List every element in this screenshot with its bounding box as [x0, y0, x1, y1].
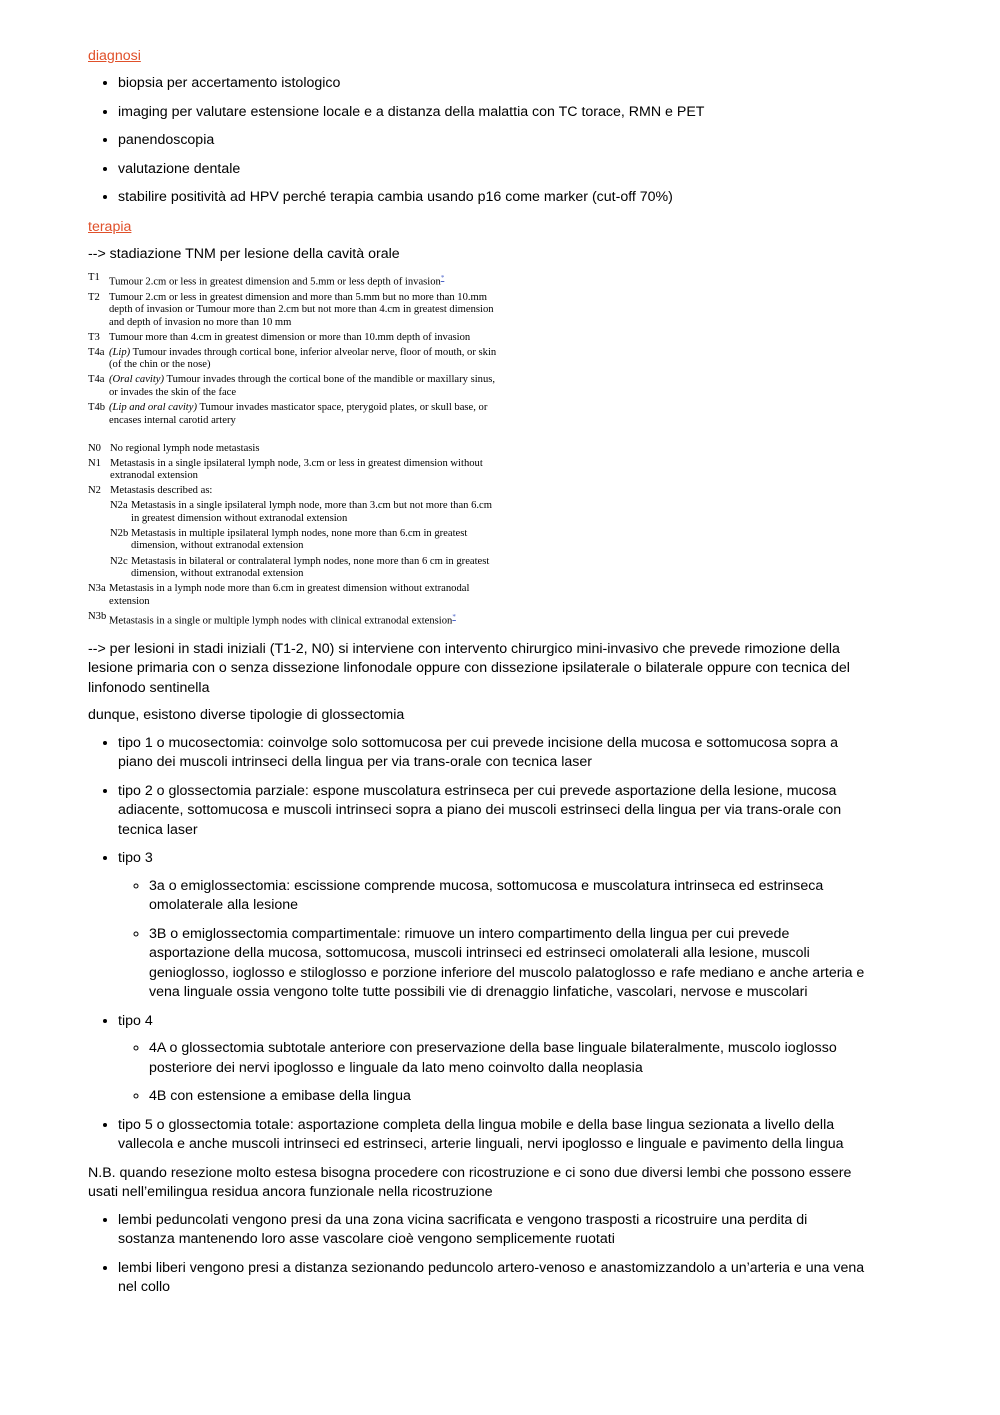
- tnm-code: N3b: [88, 610, 107, 622]
- tnm-code: N2c: [110, 555, 128, 567]
- tnm-text: (Oral cavity) Tumour invades through the cortical bone of the mandible or maxillary sinus, or invades the skin of the face: [109, 374, 496, 398]
- list-item: • stabilire positività ad HPV perché terapia cambia usando p16 come marker (cut-off 70%): [118, 188, 868, 208]
- list-item: • panendoscopia: [118, 131, 868, 151]
- tnm-code: T4a: [88, 346, 105, 358]
- list-item-type5: • tipo 5 o glossectomia totale: asportazione completa della lingua mobile e della base lingua sezionata a livello della vallecola e anche muscoli intrinseci ed estrinseci, arterie linguali, nervi ipoglosso e linguale e pavimento della lingua: [118, 1116, 868, 1155]
- footnote-link[interactable]: *: [452, 612, 456, 621]
- tnm-row-n2: [88, 485, 498, 498]
- paragraph-early-stage: --> per lesioni in stadi iniziali (T1-2, N0) si interviene con intervento chirurgico mini-invasivo che prevede rimozione della lesione primaria con o senza dissezione linfonodale oppure con dissezione ipsilaterale o bilaterale oppure con tecnica del linfonodo sentinella: [88, 640, 850, 696]
- tnm-row-t3: [88, 332, 498, 345]
- tnm-row-n2a: [88, 500, 498, 525]
- tnm-code: N2: [88, 485, 101, 497]
- paragraph-glossectomy-types: dunque, esistono diverse tipologie di glossectomia: [88, 707, 405, 724]
- tnm-text: Metastasis in multiple ipsilateral lymph nodes, none more than 6.cm in greatest dimension, without extranodal extension: [131, 527, 468, 552]
- list-item: • biopsia per accertamento istologico: [118, 74, 868, 94]
- tnm-code: T4a: [88, 374, 105, 386]
- tnm-text: Tumour 2.cm or less in greatest dimension and more than 5.mm but no more than 10.mm depth of invasion or Tumour more than 2.cm but not more than 4.cm in greatest dimension and depth of invasion no more than 10 mm: [109, 291, 494, 328]
- tnm-code: N2b: [110, 527, 129, 539]
- tnm-text: Tumour more than 4.cm in greatest dimension or more than 10.mm depth of invasion: [109, 331, 471, 343]
- footnote-link[interactable]: *: [440, 274, 445, 282]
- tnm-code: N2a: [110, 500, 128, 512]
- tnm-row-n2b: [88, 528, 498, 553]
- list-item-type3b: ◦ 3B o emiglossectomia compartimentale: rimuove un intero compartimento della lingua per cui prevede asportazione della mucosa, sottomucosa, muscoli intrinseci ed estrinseci omolaterali alla lesione, muscoli genioglosso, ioglosso e stiloglosso e porzione inferiore del muscolo palatoglosso e rafe mediano e anche arteria e vena linguale ossia vengono tolte tutte possibili vie di drenaggio linfatiche, vascolari, nervose e muscolari: [149, 925, 868, 1003]
- tnm-text: Tumour 2.cm or less in greatest dimension and 5.mm or less depth of invasion*: [109, 274, 445, 288]
- tnm-code: T4b: [88, 402, 106, 413]
- tnm-text: Metastasis in bilateral or contralateral lymph nodes, none more than 6 cm in greatest dimension, without extranodal extension: [131, 555, 490, 580]
- list-item-type4: [118, 1012, 868, 1107]
- tnm-text: Metastasis in a lymph node more than 6.cm in greatest dimension without extranodal extension: [109, 583, 470, 607]
- tnm-code: T3: [88, 331, 100, 343]
- list-item: • imaging per valutare estensione locale e a distanza della malattia con TC torace, RMN e PET: [118, 103, 868, 123]
- tnm-row-t1: [88, 272, 498, 289]
- list-item: • lembi liberi vengono presi a distanza sezionando peduncolo artero-venoso e anastomizzandolo a un’arteria e una vena nel collo: [118, 1259, 868, 1298]
- list-item: • lembi peduncolati vengono presi da una zona vicina sacrificata e vengono trasposti a ricostruire una perdita di sostanza mantenendo loro asse vascolare cioè vengono semplicemente ruotati: [118, 1211, 868, 1250]
- list-item-type3a: ◦ 3a o emiglossectomia: escissione comprende mucosa, sottomucosa e muscolatura intrinseca ed estrinseca omolaterale alla lesione: [149, 877, 868, 916]
- diagnosi-list: [88, 74, 868, 208]
- heading-diagnosi[interactable]: diagnosi: [88, 48, 141, 64]
- tnm-text: (Lip) Tumour invades through cortical bone, inferior alveolar nerve, floor of mouth, or skin (of the chin or the nose): [109, 346, 497, 371]
- list-item-label: tipo 4: [118, 1012, 153, 1029]
- tnm-row-t4b: [88, 402, 498, 427]
- tnm-text: (Lip and oral cavity) Tumour invades masticator space, pterygoid plates, or skull base, or encases internal carotid artery: [109, 402, 488, 426]
- tnm-text: Metastasis described as:: [110, 485, 213, 497]
- list-item-type4a: ◦ 4A o glossectomia subtotale anteriore con preservazione della base linguale bilateralmente, muscolo ioglosso posteriore dei nervi ipoglosso e linguale da lato meno coinvolto dalla neoplasia: [149, 1039, 868, 1078]
- tnm-row-n1: [88, 458, 498, 483]
- glossectomy-list: [88, 734, 868, 1155]
- type3-sublist: [118, 877, 868, 1003]
- tnm-code: N3a: [88, 583, 106, 595]
- tnm-row-n0: [88, 443, 498, 456]
- heading-terapia[interactable]: terapia: [88, 218, 132, 235]
- tnm-row-t4a-lip: [88, 347, 498, 372]
- tnm-text: Metastasis in a single or multiple lymph nodes with clinical extranodal extension*: [109, 612, 456, 627]
- tnm-code: N0: [88, 442, 101, 454]
- tnm-table: [88, 272, 498, 628]
- tnm-row-n2c: [88, 556, 498, 581]
- list-item-label: tipo 3: [118, 850, 153, 867]
- document-content: [88, 46, 868, 1307]
- tnm-row-t2: [88, 292, 498, 330]
- paragraph-nb: N.B. quando resezione molto estesa bisogna procedere con ricostruzione e ci sono due diversi lembi che possono essere usati nell’emilingua residua ancora funzionale nella ricostruzione: [88, 1164, 852, 1201]
- flaps-list: [88, 1211, 868, 1298]
- list-item: • valutazione dentale: [118, 160, 868, 180]
- list-item-type2: • tipo 2 o glossectomia parziale: espone muscolatura estrinseca per cui prevede asportazione della lesione, mucosa adiacente, sottomucosa e muscoli intrinseci sopra a piano dei muscoli estrinseci della lingua per via trans-orale con tecnica laser: [118, 782, 868, 841]
- tnm-code: N1: [88, 457, 101, 469]
- tnm-text: No regional lymph node metastasis: [110, 442, 260, 454]
- tnm-row-n3a: [88, 583, 498, 608]
- tnm-row-n3b: [88, 611, 498, 628]
- tnm-row-t4a-oral: [88, 374, 498, 399]
- terapia-intro: --> stadiazione TNM per lesione della cavità orale: [88, 245, 400, 262]
- list-item-type4b: ◦ 4B con estensione a emibase della lingua: [149, 1087, 868, 1107]
- type4-sublist: [118, 1039, 868, 1107]
- tnm-code: T2: [88, 291, 100, 303]
- tnm-text: Metastasis in a single ipsilateral lymph node, 3.cm or less in greatest dimension without extranodal extension: [110, 457, 483, 482]
- tnm-code: T1: [88, 272, 100, 283]
- list-item-type3: [118, 849, 868, 1003]
- tnm-text: Metastasis in a single ipsilateral lymph node, more than 3.cm but not more than 6.cm in greatest dimension without extranodal extension: [131, 500, 492, 524]
- list-item-type1: • tipo 1 o mucosectomia: coinvolge solo sottomucosa per cui prevede incisione della mucosa e sottomucosa sopra a piano dei muscoli intrinseci della lingua per via trans-orale con tecnica laser: [118, 734, 868, 773]
